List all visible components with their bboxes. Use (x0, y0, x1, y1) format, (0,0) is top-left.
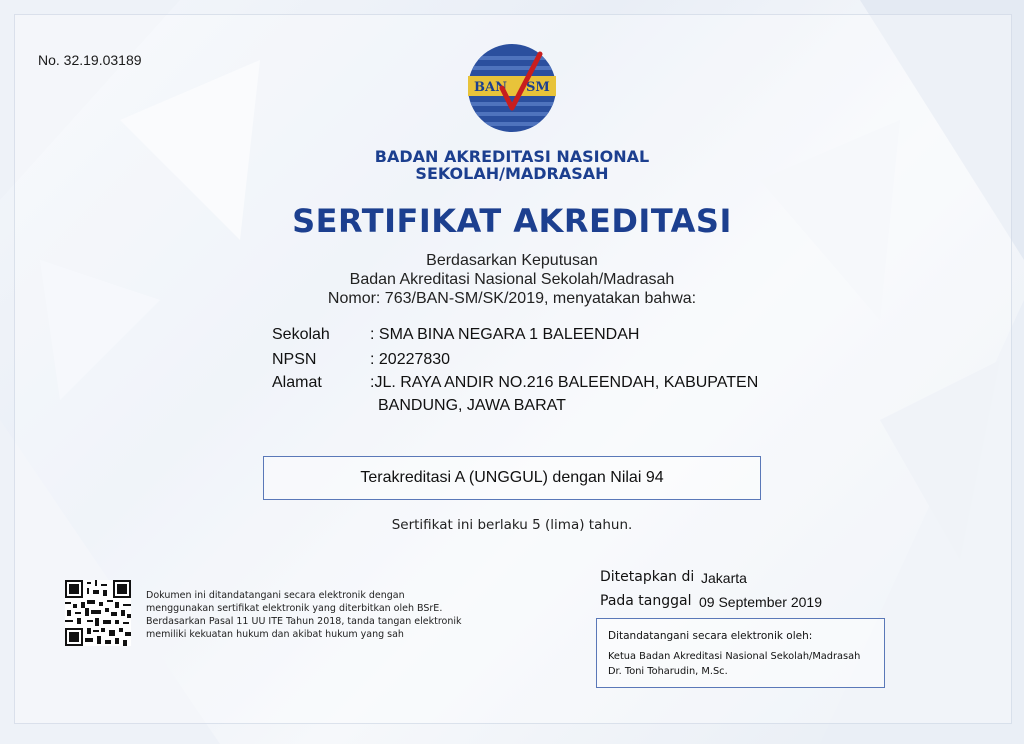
accreditation-result-box (263, 456, 761, 500)
electronic-note-line4: memiliki kekuatan hukum dan akibat hukum yang sah (146, 629, 404, 640)
npsn-value: : 20227830 (370, 351, 451, 368)
address-label: Alamat (272, 374, 322, 391)
issued-place-value: Jakarta (701, 570, 747, 586)
npsn-label: NPSN (272, 351, 317, 368)
issued-place-label: Ditetapkan di (600, 569, 695, 585)
address-value-line2: BANDUNG, JAWA BARAT (378, 397, 566, 414)
agency-name-line2: SEKOLAH/MADRASAH (415, 164, 609, 183)
electronic-note-line3: Berdasarkan Pasal 11 UU ITE Tahun 2018, tanda tangan elektronik (146, 616, 462, 627)
intro-line-1: Berdasarkan Keputusan (426, 252, 598, 269)
svg-text:BAN: BAN (474, 80, 507, 95)
school-label: Sekolah (272, 326, 330, 343)
electronic-note-line1: Dokumen ini ditandatangani secara elektronik dengan (146, 590, 405, 601)
signatory-role: Ketua Badan Akreditasi Nasional Sekolah/Madrasah (608, 651, 861, 662)
certificate-title: SERTIFIKAT AKREDITASI (292, 202, 732, 240)
intro-line-3: Nomor: 763/BAN-SM/SK/2019, menyatakan bahwa: (327, 290, 697, 307)
ban-sm-logo-icon (466, 42, 558, 134)
issued-date-label: Pada tanggal (600, 593, 692, 609)
address-value-line1: :JL. RAYA ANDIR NO.216 BALEENDAH, KABUPATEN (370, 374, 759, 391)
issued-date-value: 09 September 2019 (699, 594, 822, 610)
electronic-note-line2: menggunakan sertifikat elektronik yang diterbitkan oleh BSrE. (146, 603, 443, 614)
accreditation-result: Terakreditasi A (UNGGUL) dengan Nilai 94 (360, 469, 664, 486)
qr-code-icon (65, 580, 131, 646)
svg-text:SM: SM (526, 80, 550, 95)
validity-statement: Sertifikat ini berlaku 5 (lima) tahun. (391, 517, 633, 533)
agency-name-line1: BADAN AKREDITASI NASIONAL (374, 147, 650, 166)
intro-line-2: Badan Akreditasi Nasional Sekolah/Madrasah (349, 271, 675, 288)
school-value: : SMA BINA NEGARA 1 BALEENDAH (370, 326, 640, 343)
signature-heading: Ditandatangani secara elektronik oleh: (608, 630, 813, 642)
certificate-number: No. 32.19.03189 (38, 52, 142, 68)
signatory-name: Dr. Toni Toharudin, M.Sc. (608, 666, 728, 677)
